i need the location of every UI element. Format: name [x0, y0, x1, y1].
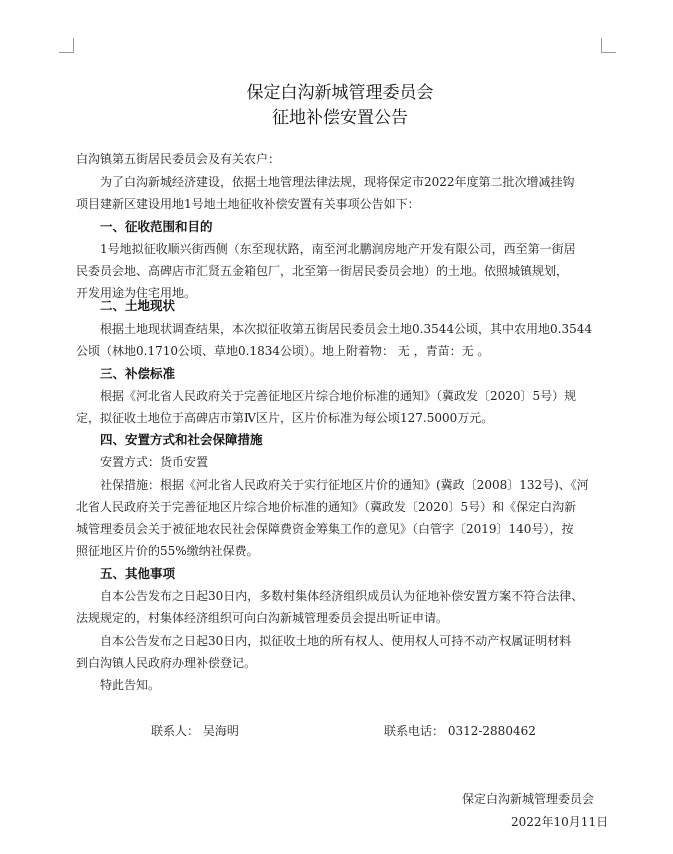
- section-4-heading: 四、安置方式和社会保障措施: [100, 432, 263, 447]
- section-4-line: 安置方式：货币安置: [100, 455, 209, 469]
- section-1-line: 1号地拟征收顺兴街西侧（东至现状路，南至河北鹏润房地产开发有限公司，西至第一街居: [100, 242, 576, 256]
- title-subject: 征地补偿安置公告: [272, 108, 408, 128]
- crop-mark-top-right: [601, 38, 616, 53]
- contact-person: 联系人： 吴海明: [151, 724, 239, 738]
- section-4-line: 城管理委员会关于被征地农民社会保障费资金筹集工作的意见》（白管字〔2019〕140号），按: [76, 522, 574, 536]
- salutation: 白沟镇第五街居民委员会及有关农户：: [76, 152, 281, 166]
- section-5-line: 自本公告发布之日起30日内，拟征收土地的所有权人、使用权人可持不动产权属证明材料: [100, 634, 572, 648]
- section-3-heading: 三、补偿标准: [100, 366, 176, 381]
- issue-date: 2022年10月11日: [511, 815, 609, 829]
- title-issuer: 保定白沟新城管理委员会: [246, 83, 434, 103]
- section-1-heading: 一、征收范围和目的: [100, 219, 213, 234]
- section-3-line: 定，拟征收土地位于高碑店市第Ⅳ区片，区片价标准为每公顷127.5000万元。: [76, 411, 494, 425]
- issuer-signature: 保定白沟新城管理委员会: [462, 792, 595, 806]
- intro-line-2: 项目建新区建设用地1号地土地征收补偿安置有关事项公告如下：: [76, 197, 420, 211]
- section-1-line: 开发用途为住宅用地。: [76, 286, 197, 300]
- section-2-heading: 二、土地现状: [100, 298, 176, 313]
- contact-phone: 联系电话： 0312-2880462: [384, 724, 536, 738]
- section-5-line: 到白沟镇人民政府办理补偿登记。: [76, 656, 257, 670]
- section-3-line: 根据《河北省人民政府关于完善征地区片综合地价标准的通知》（冀政发〔2020〕5号）规: [100, 389, 577, 403]
- section-2-line: 根据土地现状调查结果，本次拟征收第五街居民委员会土地0.3544公顷，其中农用地0.3544: [100, 322, 592, 336]
- section-5-line: 自本公告发布之日起30日内，多数村集体经济组织成员认为征地补偿安置方案不符合法律、: [100, 589, 584, 603]
- section-2-line: 公顷（林地0.1710公顷、草地0.1834公顷）。地上附着物： 无 ，青苗：无 。: [76, 344, 490, 358]
- section-4-line: 社保措施：根据《河北省人民政府关于实行征地区片价的通知》(冀政〔2008〕132号)、《河: [100, 478, 589, 492]
- crop-mark-top-left: [59, 38, 74, 53]
- intro-line-1: 为了白沟新城经济建设，依据土地管理法律法规，现将保定市2022年度第二批次增减挂钩: [100, 175, 575, 189]
- section-4-line: 北省人民政府关于完善征地区片综合地价标准的通知》（冀政发〔2020〕5号）和《保定白沟新: [76, 500, 577, 514]
- section-5-heading: 五、其他事项: [100, 566, 176, 581]
- closing-remark: 特此告知。: [100, 678, 161, 692]
- section-4-line: 照征地区片价的55%缴纳社保费。: [76, 544, 259, 558]
- section-5-line: 法规规定的，村集体经济组织可向白沟新城管理委员会提出听证申请。: [76, 611, 449, 625]
- section-1-line: 民委员会地、高碑店市汇贤五金箱包厂，北至第一街居民委员会地）的土地。依照城镇规划，: [76, 264, 569, 278]
